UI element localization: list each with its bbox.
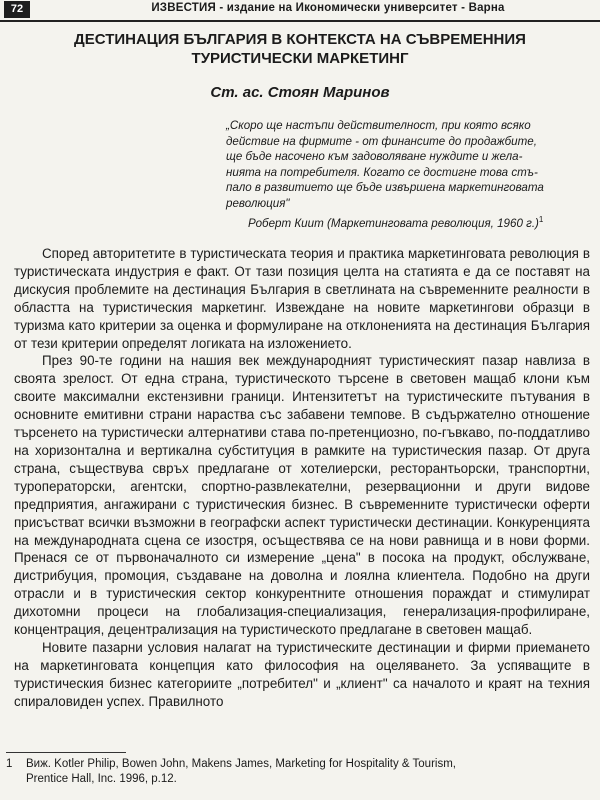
- author-name: Ст. ас. Стоян Маринов: [210, 84, 390, 101]
- epigraph-line: нията на потребителя. Когато се достигне това стъ-: [226, 165, 538, 179]
- epigraph-line: революция": [226, 196, 290, 210]
- running-header: [0, 0, 600, 22]
- attribution-text: Роберт Киит (Маркетинговата революция, 1960 г.): [248, 216, 539, 230]
- epigraph-line: „Скоро ще настъпи действителност, при която всяко: [226, 119, 531, 132]
- footnote-text-line-2: Prentice Hall, Inc. 1996, p.12.: [26, 773, 177, 785]
- epigraph-quote: [226, 118, 590, 231]
- body-paragraph: Новите пазарни условия налагат на туристическите дестинации и фирми приемането на маркетинговата концепция като философия на оцеляването. За успяващите в туристическия бизнес категориите „потребител" и „клиент" са началото и краят на техния спираловиден успех. Правилното: [14, 639, 590, 709]
- page-number: 72: [4, 1, 30, 18]
- epigraph-line: действие на фирмите - от финансите до продажбите,: [226, 134, 537, 148]
- epigraph-attribution: [226, 212, 590, 231]
- body-paragraph: През 90-те години на нашия век международният туристическият пазар навлиза в своята зрелост. От една страна, туристическото търсене в световен мащаб клони към своите максимални екстензивни граници. Интензитетът на туристическите пътувания в основните емитивни страни нараства със забавени темпове. В съдържателно отношение търсенето на туристически алтернативи става по-претенциозно, по-гъвкаво, по-поддатливо на хоризонтална и вертикална субституция в рамките на туристическия пазар. От друга страна, съществува свръх предлагане от хотелиерски, ресторантьорски, транспортни, туроператорски, агентски, спортно-развлекателни, резервационни и други видове предприятия, ангажирани с туристическия бизнес. В съвременните туристически оферти присъстват всички възможни в географски аспект туристически дестинации. Конкуренцията на международната сцена се изостря, осъществява се на нови равнища и в нови форми. Пренася се от първоначалното си измерение „цена" в посока на продукт, обслужване, дистрибуция, промоция, създаване на доволна и лоялна клиентела. Подобно на други отрасли и в туристическия сектор конкурентните отношения пораждат и стимулират дихотомни процеси на глобализация-специализация, генерализация-профилиране, концентрация, децентрализация на туристическото предлагане в световен мащаб.: [14, 353, 590, 638]
- footnote-number: 1: [6, 758, 13, 770]
- epigraph-line: ще бъде насочено към задоволяване нуждите и жела-: [226, 150, 523, 164]
- footnote: [6, 757, 592, 787]
- footnote-divider: [6, 752, 126, 753]
- footnote-text-line-1: Виж. Kotler Philip, Bowen John, Makens James, Marketing for Hospitality & Tourism,: [26, 758, 456, 770]
- article-body: [14, 245, 590, 711]
- title-line-2: ТУРИСТИЧЕСКИ МАРКЕТИНГ: [191, 50, 409, 67]
- article-title: [20, 30, 580, 68]
- footnote-marker: 1: [538, 214, 544, 224]
- body-paragraph: Според авторитетите в туристическата теория и практика маркетинговата революция в туристическата индустрия е факт. От тази позиция целта на статията е да се поставят на дискусия проблемите на дестинация България в светлината на съвременните реалности в областта на туристическия маркетинг. Извеждане на новите маркетингови образци в туризма като критерии за оценка и формулиране на отклоненията на дестинация България от тези критерии определят логиката на изложението.: [14, 246, 590, 351]
- epigraph-line: пало в развитието ще бъде извършена маркетинговата: [226, 181, 544, 195]
- title-line-1: ДЕСТИНАЦИЯ БЪЛГАРИЯ В КОНТЕКСТА НА СЪВРЕМЕННИЯ: [74, 31, 526, 48]
- journal-running-head: ИЗВЕСТИЯ - издание на Икономически университет - Варна: [151, 2, 505, 14]
